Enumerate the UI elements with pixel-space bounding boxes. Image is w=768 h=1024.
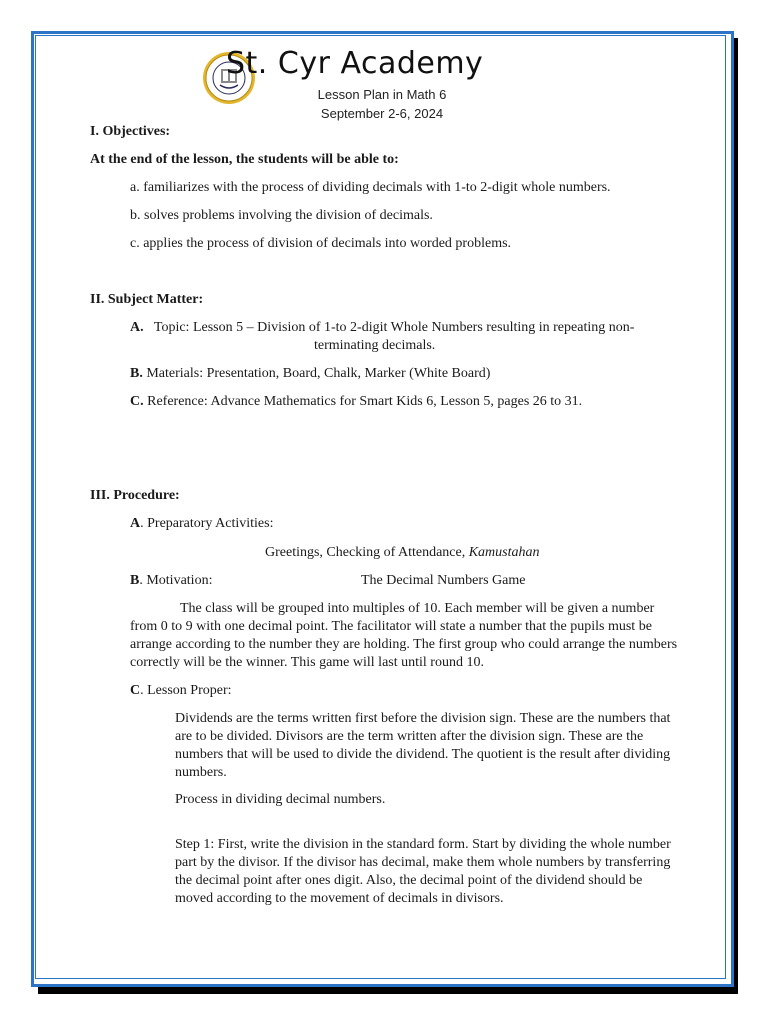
materials-label: B. bbox=[130, 366, 143, 381]
materials-text: Materials: Presentation, Board, Chalk, Marker (White Board) bbox=[142, 366, 491, 381]
lesson-paragraph-line: are to be divided. Divisors are the term written after the division sign. These are the bbox=[175, 729, 644, 744]
preparatory-activities bbox=[130, 516, 273, 532]
step1-line: moved according to the movement of decimals in divisors. bbox=[175, 891, 504, 906]
step1-line: part by the divisor. If the divisor has decimal, make them whole numbers by transferring bbox=[175, 855, 671, 870]
lesson-paragraph-line: Dividends are the terms written first before the division sign. These are the numbers that bbox=[175, 711, 671, 726]
reference-text: Reference: Advance Mathematics for Smart Kids 6, Lesson 5, pages 26 to 31. bbox=[143, 394, 583, 409]
materials-line bbox=[130, 366, 490, 382]
school-name: St. Cyr Academy bbox=[226, 46, 484, 81]
reference-label: C. bbox=[130, 394, 144, 409]
lesson-proper-line bbox=[130, 683, 232, 699]
objective-item: c. applies the process of division of decimals into worded problems. bbox=[130, 236, 512, 251]
motivation-text: . Motivation: bbox=[139, 573, 213, 588]
topic-line-continued: terminating decimals. bbox=[314, 338, 436, 353]
lesson-proper-text: . Lesson Proper: bbox=[140, 683, 232, 698]
preparatory-label: A bbox=[130, 516, 141, 531]
motivation-paragraph-line: arrange according to the number they are holding. The first group who could arrange the numbers bbox=[130, 637, 678, 652]
topic-text: Topic: Lesson 5 – Division of 1-to 2-digit Whole Numbers resulting in repeating non- bbox=[153, 320, 635, 335]
lesson-plan-subtitle: Lesson Plan in Math 6 bbox=[317, 87, 447, 102]
process-heading: Process in dividing decimal numbers. bbox=[175, 792, 386, 807]
preparatory-text: . Preparatory Activities: bbox=[140, 516, 274, 531]
lesson-paragraph-line: numbers. bbox=[175, 765, 227, 780]
motivation-paragraph-line: The class will be grouped into multiples of 10. Each member will be given a number bbox=[180, 601, 655, 616]
motivation-line bbox=[130, 573, 212, 589]
reference-line bbox=[130, 394, 582, 410]
objective-item: a. familiarizes with the process of dividing decimals with 1-to 2-digit whole numbers. bbox=[130, 180, 611, 195]
objective-item: b. solves problems involving the division of decimals. bbox=[130, 208, 433, 223]
step1-line: Step 1: First, write the division in the standard form. Start by dividing the whole number bbox=[175, 837, 671, 852]
motivation-game-title: The Decimal Numbers Game bbox=[361, 573, 526, 588]
lesson-date: September 2-6, 2024 bbox=[320, 106, 444, 121]
kamustahan-text: Kamustahan bbox=[468, 545, 540, 560]
lesson-proper-label: C bbox=[130, 683, 141, 698]
topic-line bbox=[130, 320, 634, 336]
lesson-paragraph-line: numbers that will be used to divide the dividend. The quotient is the result after dividing bbox=[175, 747, 671, 762]
preparatory-detail bbox=[265, 545, 540, 561]
objectives-heading: I. Objectives: bbox=[90, 124, 171, 139]
topic-label: A. bbox=[130, 320, 144, 335]
preparatory-detail-text: Greetings, Checking of Attendance, bbox=[265, 545, 469, 560]
motivation-paragraph-line: from 0 to 9 with one decimal point. The facilitator will state a number that the pupils must be bbox=[130, 619, 652, 634]
motivation-label: B bbox=[130, 573, 140, 588]
motivation-paragraph-line: correctly will be the winner. This game will last until round 10. bbox=[130, 655, 484, 670]
objectives-intro: At the end of the lesson, the students will be able to: bbox=[90, 152, 399, 167]
step1-line: the decimal point after ones digit. Also, the decimal point of the dividend should be bbox=[175, 873, 643, 888]
procedure-heading: III. Procedure: bbox=[90, 488, 180, 503]
subject-matter-heading: II. Subject Matter: bbox=[90, 292, 204, 307]
